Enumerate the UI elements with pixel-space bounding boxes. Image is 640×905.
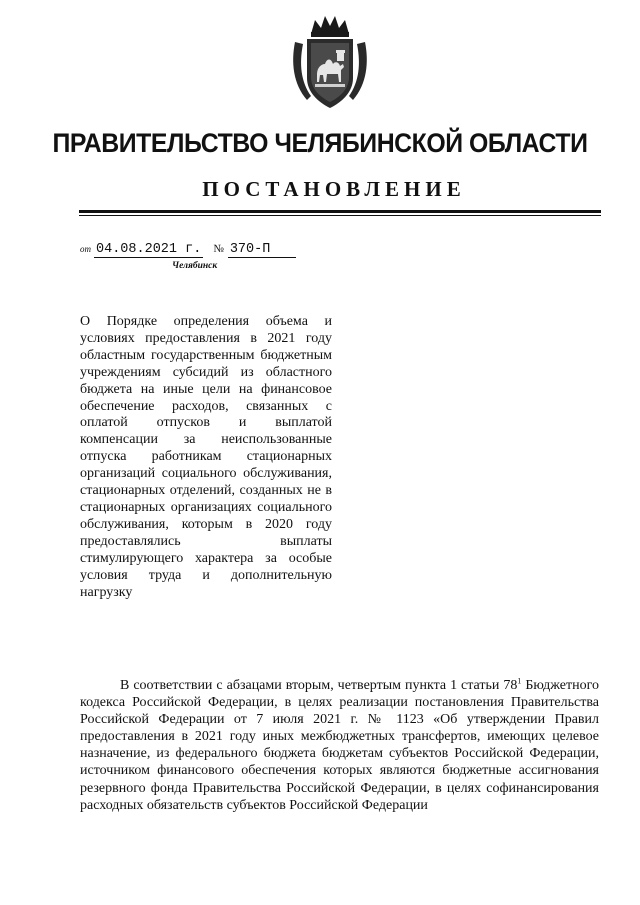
header-divider-thin <box>79 215 601 216</box>
coat-of-arms-icon <box>287 12 373 112</box>
government-title: ПРАВИТЕЛЬСТВО ЧЕЛЯБИНСКОЙ ОБЛАСТИ <box>52 128 588 158</box>
document-body <box>80 677 599 814</box>
document-number: 370-П <box>228 242 296 258</box>
number-prefix: № <box>213 243 224 255</box>
document-subject: О Порядке определения объема и условиях предоставления в 2021 году областным государственным бюджетным учреждениям субсидий из областного бюджета на иные цели на финансовое обеспечение расходов, связанных с оплатой отпусков и выплатой компенсации за неиспользованные отпуска работникам стационарных организаций социального обслуживания, стационарных отделений, созданных не в стационарных организациях социального обслуживания, которым в 2020 году предоставлялись выплаты стимулирующего характера за особые условия труда и дополнительную нагрузку <box>80 314 332 600</box>
header-divider-thick <box>79 210 601 213</box>
article-superscript: 1 <box>517 676 522 686</box>
date-prefix: от <box>80 244 91 254</box>
city-name: Челябинск <box>172 261 218 271</box>
document-date-line <box>80 242 296 258</box>
document-type: ПОСТАНОВЛЕНИЕ <box>202 177 466 201</box>
body-text-start: В соответствии с абзацами вторым, четвертым пункта 1 статьи 78 <box>120 678 518 693</box>
document-date: 04.08.2021 г. <box>96 242 202 257</box>
body-text-rest: Бюджетного кодекса Российской Федерации, в целях реализации постановления Правительства Российской Федерации от 7 июля 2021 г. № 1123 «Об утверждении Правил предоставления в 2021 году иных межбюджетных трансфертов, имеющих целевое назначение, из федерального бюджета бюджетам субъектов Российской Федерации, источником финансового обеспечения которых являются бюджетные ассигнования резервного фонда Правительства Российской Федерации, в целях софинансирования расходных обязательств субъектов Российской Федерации <box>80 678 599 813</box>
